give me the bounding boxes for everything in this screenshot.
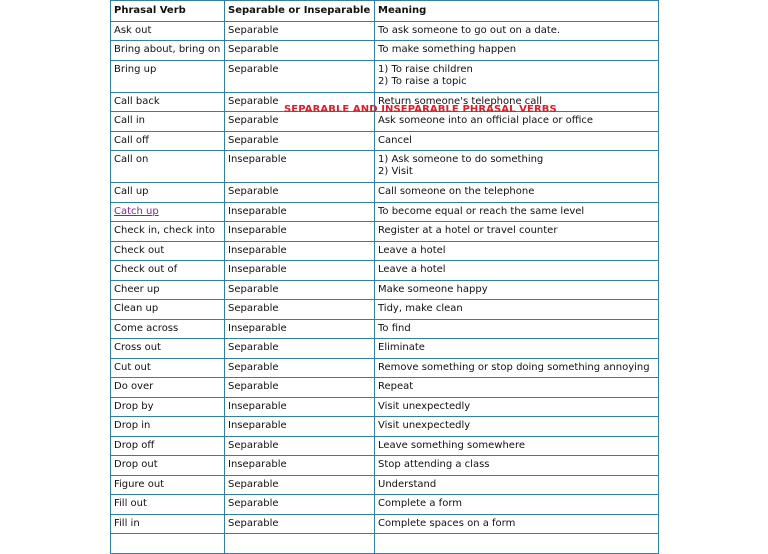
phrasal-verb-cell: Ask out bbox=[111, 21, 225, 41]
phrasal-verb-link[interactable]: Catch up bbox=[114, 205, 159, 217]
meaning-cell bbox=[375, 41, 659, 61]
meaning-line: Complete spaces on a form bbox=[378, 517, 516, 529]
meaning-line: Make someone happy bbox=[378, 283, 488, 295]
phrasal-verb-cell: Drop by bbox=[111, 397, 225, 417]
table-row bbox=[111, 151, 659, 183]
table-row bbox=[111, 417, 659, 437]
watermark-title: SEPARABLE AND INSEPARABLE PHRASAL VERBS bbox=[284, 104, 557, 115]
separability-cell: Inseparable bbox=[225, 222, 375, 242]
meaning-cell bbox=[375, 495, 659, 515]
table-row bbox=[111, 534, 659, 554]
phrasal-verbs-table-container bbox=[110, 0, 658, 554]
phrasal-verb-cell: Cross out bbox=[111, 339, 225, 359]
phrasal-verb-cell: Come across bbox=[111, 319, 225, 339]
meaning-cell bbox=[375, 261, 659, 281]
table-row bbox=[111, 456, 659, 476]
meaning-line: Visit unexpectedly bbox=[378, 400, 471, 412]
phrasal-verb-cell: Check in, check into bbox=[111, 222, 225, 242]
separability-cell: Separable bbox=[225, 183, 375, 203]
meaning-line: Complete a form bbox=[378, 498, 462, 510]
table-row bbox=[111, 378, 659, 398]
meaning-line: 1) To raise children bbox=[378, 63, 473, 75]
separability-cell: Inseparable bbox=[225, 456, 375, 476]
table-row bbox=[111, 436, 659, 456]
separability-cell: Separable bbox=[225, 41, 375, 61]
separability-cell bbox=[225, 534, 375, 554]
table-row bbox=[111, 21, 659, 41]
phrasal-verb-cell: Drop off bbox=[111, 436, 225, 456]
separability-cell: Separable bbox=[225, 436, 375, 456]
meaning-cell bbox=[375, 183, 659, 203]
phrasal-verb-cell: Drop out bbox=[111, 456, 225, 476]
separability-cell: Separable bbox=[225, 280, 375, 300]
table-row bbox=[111, 60, 659, 92]
meaning-cell bbox=[375, 60, 659, 92]
meaning-line: Visit unexpectedly bbox=[378, 420, 471, 432]
meaning-cell bbox=[375, 21, 659, 41]
separability-cell: Inseparable bbox=[225, 261, 375, 281]
meaning-cell bbox=[375, 112, 659, 132]
separability-cell: Separable bbox=[225, 60, 375, 92]
phrasal-verb-cell: Bring about, bring on bbox=[111, 41, 225, 61]
meaning-cell bbox=[375, 397, 659, 417]
table-row bbox=[111, 397, 659, 417]
table-row bbox=[111, 280, 659, 300]
table-row bbox=[111, 202, 659, 222]
separability-cell: Separable bbox=[225, 358, 375, 378]
separability-cell: Inseparable bbox=[225, 202, 375, 222]
phrasal-verb-cell: Fill in bbox=[111, 514, 225, 534]
meaning-cell bbox=[375, 436, 659, 456]
phrasal-verb-cell: Bring up bbox=[111, 60, 225, 92]
meaning-cell bbox=[375, 358, 659, 378]
meaning-cell bbox=[375, 319, 659, 339]
meaning-line: Leave something somewhere bbox=[378, 439, 525, 451]
phrasal-verb-cell: Figure out bbox=[111, 475, 225, 495]
separability-cell: Separable bbox=[225, 495, 375, 515]
meaning-line: Call someone on the telephone bbox=[378, 186, 535, 198]
table-row bbox=[111, 475, 659, 495]
phrasal-verb-cell: Check out bbox=[111, 241, 225, 261]
separability-cell: Separable bbox=[225, 21, 375, 41]
meaning-line: To become equal or reach the same level bbox=[378, 205, 585, 217]
phrasal-verb-cell: Clean up bbox=[111, 300, 225, 320]
separability-cell: Inseparable bbox=[225, 417, 375, 437]
phrasal-verb-cell bbox=[111, 534, 225, 554]
table-header-row bbox=[111, 1, 659, 22]
separability-cell: Separable bbox=[225, 339, 375, 359]
meaning-cell bbox=[375, 339, 659, 359]
separability-cell: Inseparable bbox=[225, 397, 375, 417]
phrasal-verb-cell: Call off bbox=[111, 131, 225, 151]
meaning-line: Cancel bbox=[378, 134, 412, 146]
phrasal-verb-cell: Call back bbox=[111, 92, 225, 112]
separability-cell: Separable bbox=[225, 131, 375, 151]
meaning-line: Tidy, make clean bbox=[378, 303, 463, 315]
meaning-line: 2) To raise a topic bbox=[378, 75, 467, 87]
meaning-line: 2) Visit bbox=[378, 166, 413, 177]
header-meaning: Meaning bbox=[375, 1, 659, 22]
separability-cell: Separable bbox=[225, 514, 375, 534]
meaning-line: Understand bbox=[378, 478, 437, 490]
phrasal-verb-cell: Fill out bbox=[111, 495, 225, 515]
meaning-cell bbox=[375, 151, 659, 183]
phrasal-verb-cell: Call in bbox=[111, 112, 225, 132]
separability-cell: Inseparable bbox=[225, 319, 375, 339]
meaning-line: Repeat bbox=[378, 381, 414, 393]
separability-cell: Separable bbox=[225, 92, 375, 112]
phrasal-verb-cell: Call up bbox=[111, 183, 225, 203]
meaning-cell bbox=[375, 92, 659, 112]
header-phrasal-verb: Phrasal Verb bbox=[111, 1, 225, 22]
meaning-cell bbox=[375, 222, 659, 242]
separability-cell: Separable bbox=[225, 112, 375, 132]
table-row bbox=[111, 222, 659, 242]
meaning-cell bbox=[375, 514, 659, 534]
table-row bbox=[111, 339, 659, 359]
meaning-cell bbox=[375, 417, 659, 437]
meaning-line: To make something happen bbox=[378, 44, 517, 56]
meaning-cell bbox=[375, 241, 659, 261]
table-row bbox=[111, 358, 659, 378]
meaning-line: Leave a hotel bbox=[378, 244, 446, 256]
phrasal-verb-cell: Cheer up bbox=[111, 280, 225, 300]
meaning-cell bbox=[375, 456, 659, 476]
separability-cell: Inseparable bbox=[225, 241, 375, 261]
phrasal-verb-cell: Drop in bbox=[111, 417, 225, 437]
table-row bbox=[111, 319, 659, 339]
phrasal-verb-cell: Cut out bbox=[111, 358, 225, 378]
meaning-cell bbox=[375, 534, 659, 554]
phrasal-verb-cell: Do over bbox=[111, 378, 225, 398]
phrasal-verbs-table bbox=[110, 0, 659, 554]
separability-cell: Separable bbox=[225, 378, 375, 398]
meaning-line: Leave a hotel bbox=[378, 264, 446, 276]
table-row bbox=[111, 514, 659, 534]
meaning-line: Ask someone into an official place or office bbox=[378, 115, 594, 127]
meaning-line: Stop attending a class bbox=[378, 459, 490, 471]
meaning-cell bbox=[375, 378, 659, 398]
table-row bbox=[111, 241, 659, 261]
meaning-cell bbox=[375, 202, 659, 222]
table-row bbox=[111, 92, 659, 112]
meaning-line: 1) Ask someone to do something bbox=[378, 154, 544, 165]
table-row bbox=[111, 300, 659, 320]
meaning-cell bbox=[375, 300, 659, 320]
meaning-line: Register at a hotel or travel counter bbox=[378, 225, 558, 237]
meaning-line: Remove something or stop doing something annoying bbox=[378, 361, 650, 373]
meaning-line: To ask someone to go out on a date. bbox=[378, 24, 561, 36]
table-row bbox=[111, 131, 659, 151]
phrasal-verb-cell bbox=[111, 202, 225, 222]
table-body bbox=[111, 21, 659, 553]
separability-cell: Inseparable bbox=[225, 151, 375, 183]
header-separable-or-inseparable: Separable or Inseparable bbox=[225, 1, 375, 22]
table-row bbox=[111, 41, 659, 61]
meaning-cell bbox=[375, 280, 659, 300]
table-row bbox=[111, 183, 659, 203]
table-row bbox=[111, 112, 659, 132]
phrasal-verb-cell: Call on bbox=[111, 151, 225, 183]
separability-cell: Separable bbox=[225, 300, 375, 320]
table-row bbox=[111, 495, 659, 515]
meaning-cell bbox=[375, 475, 659, 495]
meaning-line: Return someone's telephone call bbox=[378, 95, 542, 107]
phrasal-verb-cell: Check out of bbox=[111, 261, 225, 281]
meaning-line: Eliminate bbox=[378, 342, 425, 354]
meaning-cell bbox=[375, 131, 659, 151]
separability-cell: Separable bbox=[225, 475, 375, 495]
meaning-line: To find bbox=[378, 322, 411, 334]
table-row bbox=[111, 261, 659, 281]
